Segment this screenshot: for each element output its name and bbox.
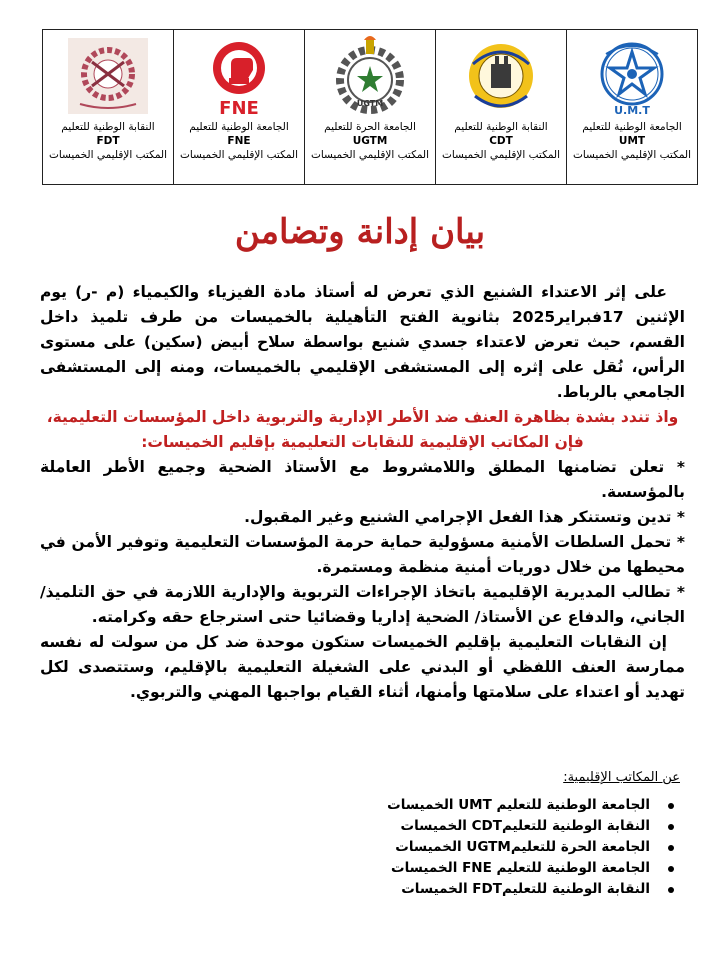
umt-office: المكتب الإقليمي الخميسات	[572, 149, 692, 161]
header-cell-umt	[566, 30, 697, 184]
header-logos-table	[42, 29, 698, 185]
fdt-name: النقابة الوطنية للتعليم	[61, 121, 155, 133]
point-directorate: * تطالب المديرية الإقليمية باتخاذ الإجراءات التربوية والإدارية اللازمة في حق التلميذ/الجاني، والدفاع عن الأستاذ/ الضحية إداريا وقضائيا حتى استرجاع حقه وكرامته.	[40, 583, 685, 626]
point-security: * تحمل السلطات الأمنية مسؤولية حماية حرمة المؤسسات التعليمية وتوفير الأمن في محيطها من خلال دوريات أمنية منظمة ومستمرة.	[40, 533, 685, 576]
svg-text:FNE: FNE	[219, 98, 259, 119]
header-cell-cdt	[435, 30, 566, 184]
umt-logo	[584, 34, 680, 120]
closing-paragraph: إن النقابات التعليمية بإقليم الخميسات ستكون موحدة ضد كل من سولت له نفسه ممارسة العنف اللفظي أو البدني على الشغيلة التعليمية بالإقليم، وستتصدى لكل تهديد أو اعتداء على سلامتها وأمنها، أثناء القيام بواجبها المهني والتربوي.	[40, 633, 685, 701]
ugtm-office: المكتب الإقليمي الخميسات	[310, 149, 430, 161]
fne-logo	[191, 34, 287, 120]
header-cell-fdt	[43, 30, 173, 184]
fdt-acronym: FDT	[96, 135, 120, 147]
signatories-title: عن المكاتب الإقليمية:	[563, 770, 680, 785]
header-cell-fne	[173, 30, 304, 184]
list-item: الجامعة الوطنية للتعليم FNE الخميسات	[270, 858, 650, 879]
umt-acronym: UMT	[618, 135, 646, 147]
list-item: الجامعة الحرة للتعليمUGTM الخميسات	[270, 837, 650, 858]
ugtm-name: الجامعة الحرة للتعليم	[324, 121, 416, 133]
cdt-acronym: CDT	[489, 135, 513, 147]
fdt-office: المكتب الإقليمي الخميسات	[48, 149, 168, 161]
list-item: الجامعة الوطنية للتعليم UMT الخميسات	[270, 795, 650, 816]
cdt-logo	[453, 34, 549, 120]
fdt-logo	[60, 34, 156, 120]
cdt-name: النقابة الوطنية للتعليم	[454, 121, 548, 133]
ugtm-acronym: UGTM	[352, 135, 388, 147]
signatories-list	[270, 795, 680, 900]
header-cell-ugtm	[304, 30, 435, 184]
cdt-office: المكتب الإقليمي الخميسات	[441, 149, 561, 161]
ugtm-logo	[322, 34, 418, 120]
intro-paragraph: على إثر الاعتداء الشنيع الذي تعرض له أستاذ مادة الفيزياء والكيمياء (م -ر) يوم الإثنين 17فبراير2025 بثانوية الفتح التأهيلية بالخميسات من طرف تلميذ داخل القسم، حيث تعرض لاعتداء جسدي شنيع بواسطة سلاح أبيض (سكين) على مستوى الرأس، نُقل على إثره إلى المستشفى الإقليمي بالخميسات، ومنه إلى المستشفى الجامعي بالرباط.	[40, 283, 685, 401]
offices-line: فإن المكاتب الإقليمية للنقابات التعليمية بإقليم الخميسات:	[141, 433, 584, 451]
svg-text:U.M.T: U.M.T	[614, 104, 650, 117]
statement-title: بيان إدانة وتضامن	[234, 212, 486, 252]
signatories	[270, 770, 680, 900]
point-solidarity: * تعلن تضامنها المطلق واللامشروط مع الأستاذ الضحية وجميع الأطر العاملة بالمؤسسة.	[40, 458, 685, 501]
condemnation-line: واذ تندد بشدة بظاهرة العنف ضد الأطر الإدارية والتربوية داخل المؤسسات التعليمية،	[46, 408, 679, 426]
fne-acronym: FNE	[227, 135, 251, 147]
svg-text:UGTM: UGTM	[356, 99, 384, 108]
list-item: النقابة الوطنية للتعليمFDT الخميسات	[270, 879, 650, 900]
fne-name: الجامعة الوطنية للتعليم	[189, 121, 289, 133]
point-condemn: * تدين وتستنكر هذا الفعل الإجرامي الشنيع وغير المقبول.	[244, 508, 685, 526]
list-item: النقابة الوطنية للتعليمCDT الخميسات	[270, 816, 650, 837]
statement-body	[40, 280, 685, 705]
umt-name: الجامعة الوطنية للتعليم	[582, 121, 682, 133]
fne-office: المكتب الإقليمي الخميسات	[179, 149, 299, 161]
